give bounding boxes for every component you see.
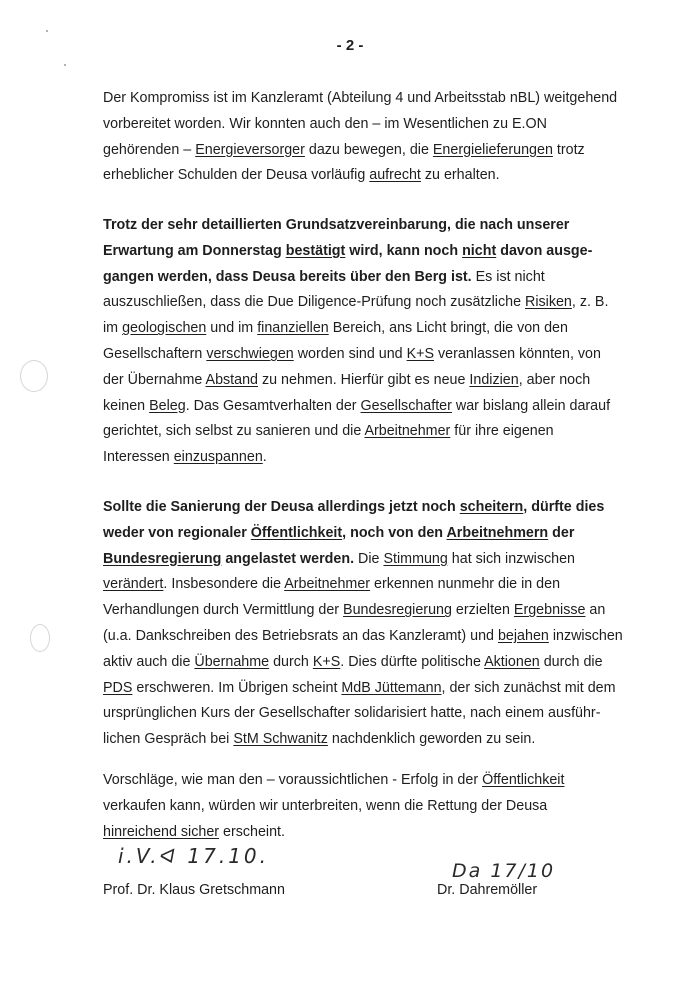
underlined-term: Stimmung (383, 550, 448, 567)
signatory-left: Prof. Dr. Klaus Gretschmann (103, 882, 285, 898)
text-run: . (262, 449, 267, 466)
text-run: erscheint. (219, 823, 285, 840)
text-run: erzielten (451, 602, 514, 619)
text-run: Die (354, 550, 384, 567)
text-run: , z. B. im (103, 294, 609, 337)
underlined-term: Energielieferungen (432, 141, 553, 158)
text-run: , der sich zunächst mit dem ursprünglichen Kurs der Gesellschafter solidarisiert hatte, nach einem ausführlichen Gespräch bei (103, 679, 616, 748)
underlined-term: PDS (103, 679, 133, 696)
text-run: durch die (539, 653, 603, 670)
underlined-term: bestätigt (285, 242, 346, 259)
underlined-term: Übernahme (194, 653, 270, 670)
underlined-term: hinreichend sicher (103, 823, 220, 840)
underlined-term: Beleg (149, 397, 186, 414)
underlined-term: scheitern (459, 499, 524, 515)
text-run: der (548, 524, 575, 541)
underlined-term: StM Schwanitz (233, 731, 328, 748)
text-run: , dürfte dies weder von regionaler (103, 499, 605, 541)
underlined-term: Ergebnisse (513, 602, 586, 619)
paragraph-compromise (103, 86, 623, 189)
underlined-term: Arbeitnehmer (364, 423, 451, 440)
punch-hole-mark (20, 360, 48, 392)
underlined-term: Aktionen (484, 653, 540, 670)
scan-speck (64, 64, 66, 66)
underlined-term: nicht (462, 242, 497, 259)
text-run: angelastet werden. (221, 550, 355, 567)
text-run: zu erhalten. (420, 167, 500, 184)
text-run: Es ist nicht auszuschließen, dass die Due Diligence-Prüfung noch zusätzliche (103, 268, 545, 311)
underlined-term: Abstand (205, 371, 258, 388)
underlined-term: K+S (406, 345, 435, 362)
underlined-term: K+S (312, 653, 341, 670)
text-run: Der Kompromiss ist im Kanzleramt (Abteilung 4 und Arbeitsstab nBL) weitgehend vorbereitet worden. Wir konnten auch den – im Wesentlichen zu E.ON gehörenden – (103, 90, 618, 158)
paragraph-proposals (103, 768, 623, 845)
handwritten-initials-left: i.V.ᐊ 17.10. (118, 844, 270, 868)
handwritten-initials-right: Da 17/10 (452, 860, 556, 882)
text-run: inzwischen aktiv auch die (103, 627, 623, 670)
text-run: wird, kann noch (345, 242, 463, 259)
underlined-term: Öffentlichkeit (250, 524, 343, 541)
text-run: erschweren. Im Übrigen scheint (132, 679, 342, 696)
text-run: für ihre eigenen Interessen (103, 423, 554, 466)
signatory-right: Dr. Dahremöller (437, 882, 538, 898)
underlined-term: Arbeitnehmern (446, 524, 549, 541)
text-run: war bislang allein darauf gerichtet, sich selbst zu sanieren und die (103, 397, 611, 440)
text-run: und im (206, 320, 258, 337)
text-run: veranlassen könnten, von der Übernahme (103, 345, 601, 388)
text-run: trotz erheblicher Schulden der Deusa vorläufig (103, 141, 585, 184)
text-run: Bereich, ans Licht bringt, die von den Gesellschaftern (103, 320, 568, 362)
text-run: , aber noch keinen (103, 371, 591, 414)
text-run: verkaufen kann, würden wir unterbreiten, wenn die Rettung der Deusa (103, 797, 548, 814)
scan-speck (46, 30, 48, 32)
underlined-term: bejahen (497, 627, 549, 644)
text-run: zu nehmen. Hierfür gibt es neue (258, 371, 470, 388)
text-run: . Das Gesamtverhalten der (185, 397, 361, 414)
underlined-term: Gesellschafter (360, 397, 452, 414)
underlined-term: verschwiegen (206, 345, 294, 362)
text-run: worden sind und (293, 345, 407, 362)
text-run: davon ausgegangen werden, dass Deusa bereits über den Berg ist. (103, 242, 593, 285)
page-number: - 2 - (336, 37, 364, 54)
text-run: . Insbesondere die (163, 576, 285, 593)
text-run: durch (269, 653, 313, 670)
text-run: erkennen nunmehr die in den Verhandlungen durch Vermittlung der (103, 576, 561, 619)
text-run: , noch von den (342, 524, 447, 541)
text-run: an (u.a. Dankschreiben des Betriebsrats an das Kanzleramt) und (103, 602, 606, 644)
text-run: nachdenklich geworden zu sein. (327, 731, 536, 748)
paragraph-sanierung (103, 495, 623, 753)
punch-hole-mark (30, 624, 50, 652)
underlined-term: Bundesregierung (343, 602, 452, 619)
underlined-term: Arbeitnehmer (284, 576, 371, 593)
underlined-term: Bundesregierung (103, 550, 222, 567)
underlined-term: Energieversorger (195, 141, 305, 158)
underlined-term: Risiken (525, 294, 572, 311)
underlined-term: Indizien (469, 371, 519, 388)
underlined-term: finanziellen (257, 320, 329, 337)
text-run: Trotz der sehr detaillierten Grundsatzvereinbarung, die nach unserer Erwartung am Donnerstag (103, 217, 570, 259)
underlined-term: einzuspannen (173, 449, 263, 466)
paragraph-due-diligence (103, 213, 623, 471)
underlined-term: verändert (103, 576, 164, 593)
underlined-term: MdB Jüttemann (341, 679, 442, 696)
underlined-term: aufrecht (369, 167, 421, 184)
text-run: Sollte die Sanierung der Deusa allerdings jetzt noch (103, 499, 460, 515)
underlined-term: Öffentlichkeit (482, 772, 565, 788)
text-run: dazu bewegen, die (304, 141, 433, 158)
text-run: hat sich inzwischen (447, 550, 575, 567)
text-run: . Dies dürfte politische (340, 653, 485, 670)
text-run: Vorschläge, wie man den – voraussichtlichen - Erfolg in der (103, 772, 483, 788)
underlined-term: geologischen (122, 320, 207, 337)
